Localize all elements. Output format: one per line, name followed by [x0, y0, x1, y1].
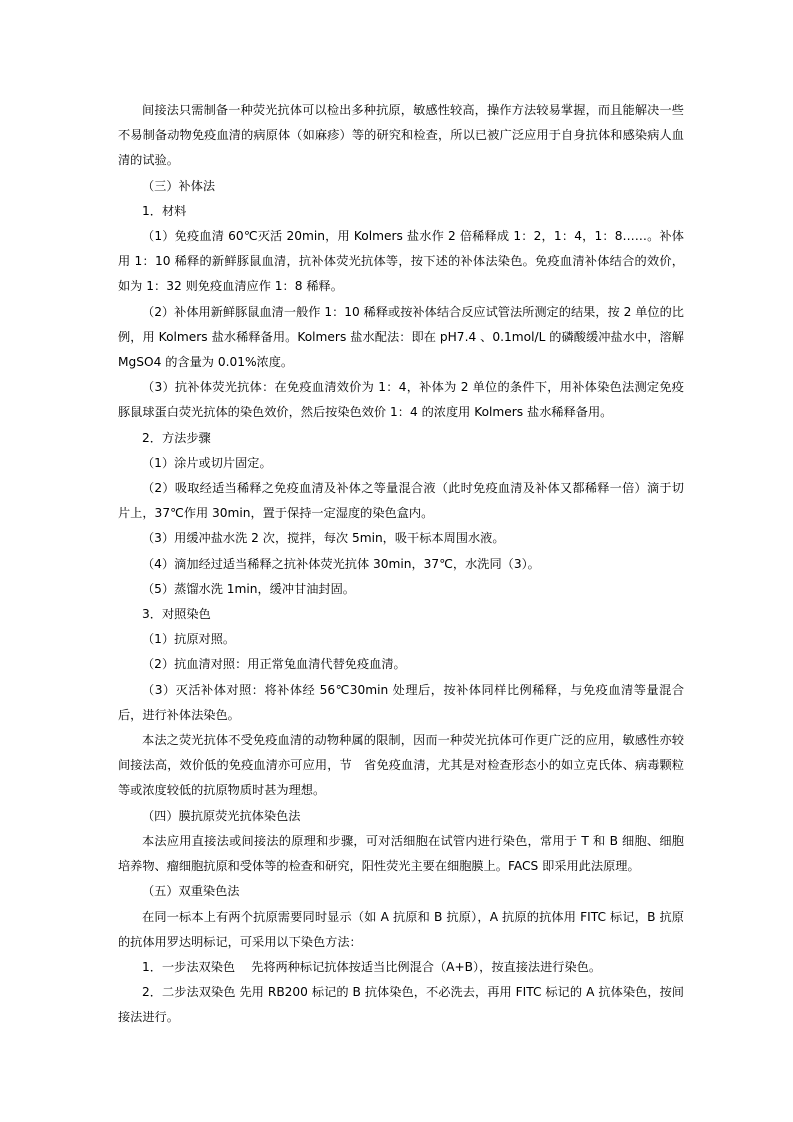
- heading-membrane-antigen: （四）膜抗原荧光抗体染色法: [142, 808, 301, 823]
- paragraph-double-staining: 在同一标本上有两个抗原需要同时显示（如 A 抗原和 B 抗原），A 抗原的抗体用 FITC 标记，B 抗原的抗体用罗达明标记，可采用以下染色方法：: [118, 909, 684, 949]
- procedure-step-4: （4）滴加经过适当稀释之抗补体荧光抗体 30min，37℃，水洗同（3）。: [142, 556, 540, 571]
- heading-procedure: 2．方法步骤: [142, 430, 211, 445]
- double-staining-one-step: 1．一步法双染色 先将两种标记抗体按适当比例混合（A+B），按直接法进行染色。: [142, 959, 602, 974]
- control-step-2: （2）抗血清对照：用正常兔血清代替免疫血清。: [142, 657, 406, 672]
- procedure-step-1: （1）涂片或切片固定。: [142, 455, 272, 470]
- paragraph-materials-1: （1）免疫血清 60℃灭活 20min，用 Kolmers 盐水作 2 倍稀释成 1：2，1：4，1：8……。补体用 1：10 稀释的新鲜豚鼠血清，抗补体荧光抗体等，按下述的补体法染色。免疫血清补体结合的效价，如为 1：32 则免疫血清应作 1：8 稀释。: [118, 229, 684, 294]
- procedure-step-5: （5）蒸馏水洗 1min，缓冲甘油封固。: [142, 581, 355, 596]
- heading-materials: 1．材料: [142, 203, 187, 218]
- paragraph-membrane-antigen: 本法应用直接法或间接法的原理和步骤，可对活细胞在试管内进行染色，常用于 T 和 B 细胞、细胞培养物、瘤细胞抗原和受体等的检查和研究，阳性荧光主要在细胞膜上。FACS 即采用此法原理。: [118, 833, 684, 874]
- document-body: [118, 98, 684, 1031]
- paragraph-indirect-method: 间接法只需制备一种荧光抗体可以检出多种抗原，敏感性较高，操作方法较易掌握，而且能解决一些不易制备动物免疫血清的病原体（如麻疹）等的研究和检查，所以已被广泛应用于自身抗体和感染病人血清的试验。: [118, 103, 684, 168]
- heading-complement-method: （三）补体法: [142, 178, 216, 193]
- paragraph-method-summary: 本法之荧光抗体不受免疫血清的动物种属的限制，因而一种荧光抗体可作更广泛的应用，敏感性亦较间接法高，效价低的免疫血清亦可应用，节 省免疫血清，尤其是对检查形态小的如立克氏体、病毒颗粒等或浓度较低的抗原物质时甚为理想。: [118, 733, 684, 798]
- control-step-3: （3）灭活补体对照：将补体经 56℃30min 处理后，按补体同样比例稀释，与免疫血清等量混合后，进行补体法染色。: [118, 682, 684, 722]
- procedure-step-2: （2）吸取经适当稀释之免疫血清及补体之等量混合液（此时免疫血清及补体又都稀释一倍）滴于切片上，37℃作用 30min，置于保持一定湿度的染色盒内。: [118, 481, 684, 521]
- control-step-1: （1）抗原对照。: [142, 632, 236, 647]
- double-staining-two-step: 2．二步法双染色 先用 RB200 标记的 B 抗体染色，不必洗去，再用 FITC 标记的 A 抗体染色，按间接法进行。: [118, 985, 684, 1025]
- procedure-step-3: （3）用缓冲盐水洗 2 次，搅拌，每次 5min，吸干标本周围水液。: [142, 531, 505, 546]
- heading-double-staining: （五）双重染色法: [142, 884, 240, 899]
- paragraph-materials-3: （3）抗补体荧光抗体：在免疫血清效价为 1：4，补体为 2 单位的条件下，用补体染色法测定免疫豚鼠球蛋白荧光抗体的染色效价，然后按染色效价 1：4 的浓度用 Kolmers 盐水稀释备用。: [118, 380, 684, 420]
- heading-control-staining: 3．对照染色: [142, 607, 211, 622]
- paragraph-materials-2: （2）补体用新鲜豚鼠血清一般作 1：10 稀释或按补体结合反应试管法所测定的结果，按 2 单位的比例，用 Kolmers 盐水稀释备用。Kolmers 盐水配法：即在 pH7.4 、0.1mol/L 的磷酸缓冲盐水中，溶解 MgSO4 的含量为 0.01%浓度。: [118, 304, 684, 370]
